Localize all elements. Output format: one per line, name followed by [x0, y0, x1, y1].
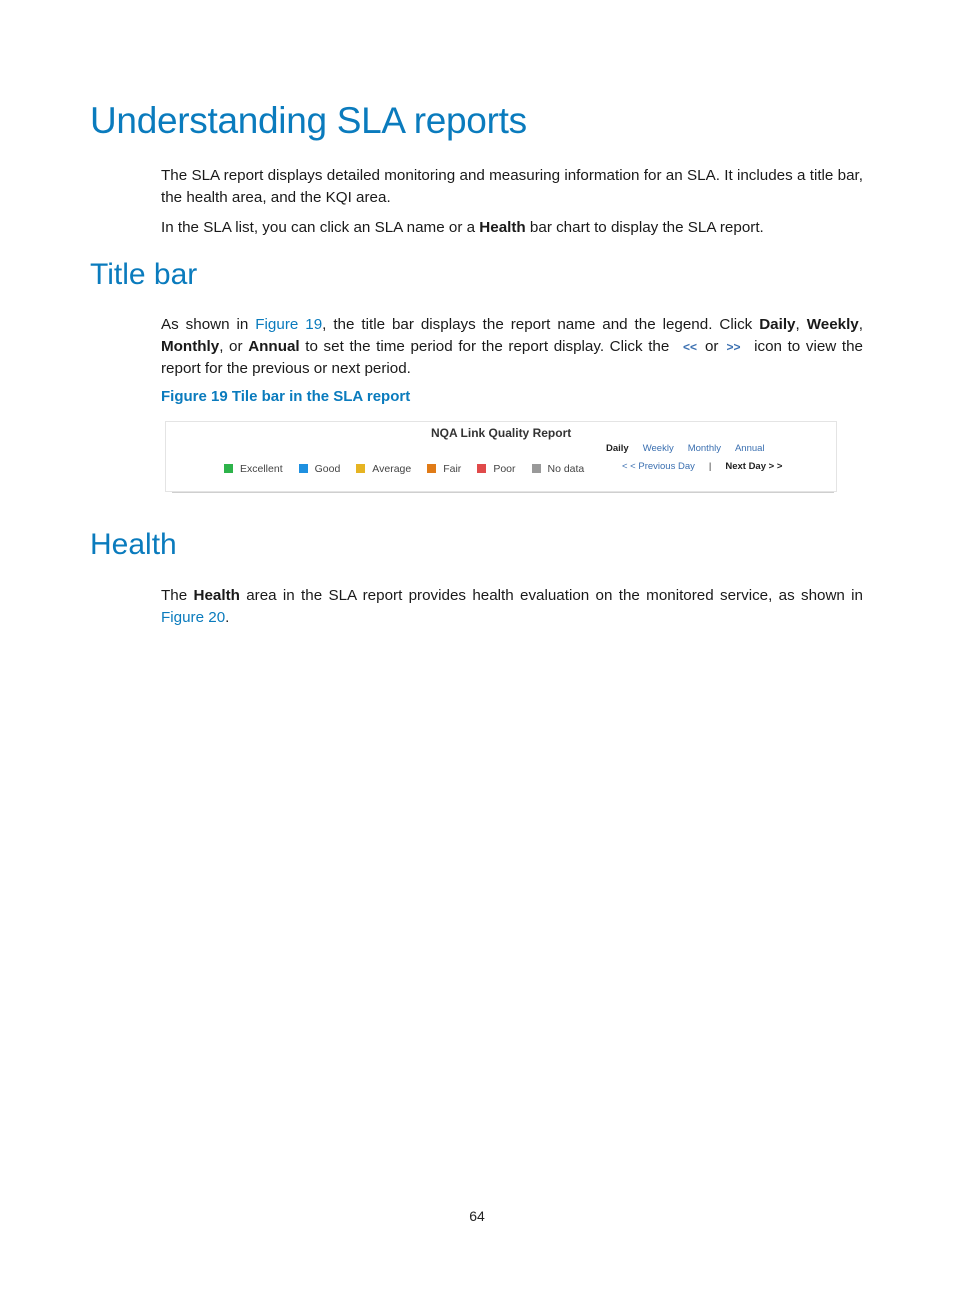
annual-term: Annual	[248, 337, 300, 355]
legend-label: Poor	[493, 462, 516, 475]
next-icon: >>	[726, 339, 741, 354]
text: , the title bar displays the report name and the legend. Click	[322, 316, 760, 333]
figure-caption: Figure 19 Tile bar in the SLA report	[161, 388, 411, 405]
sla-title-bar-figure	[165, 421, 837, 492]
next-day-link[interactable]: Next Day > >	[725, 461, 783, 472]
health-term: Health	[479, 219, 526, 236]
weekly-term: Weekly	[806, 316, 859, 333]
report-title: NQA Link Quality Report	[431, 426, 572, 440]
legend-swatch	[299, 464, 308, 473]
text: bar chart to display the SLA report.	[525, 219, 764, 236]
health-heading: Health	[90, 528, 177, 561]
intro-paragraph-2	[161, 217, 863, 239]
text: or	[704, 337, 719, 355]
monthly-term: Monthly	[161, 337, 220, 355]
legend-item-poor	[477, 463, 515, 475]
legend-swatch	[356, 464, 365, 473]
period-tab-weekly[interactable]: Weekly	[642, 443, 674, 454]
title-bar-paragraph	[161, 314, 863, 380]
page-heading: Understanding SLA reports	[90, 100, 527, 141]
text: area in the SLA report provides health evaluation on the monitored service, as shown in	[239, 587, 864, 604]
legend-item-fair	[427, 463, 461, 475]
legend-label: No data	[547, 462, 585, 475]
text: In the SLA list, you can click an SLA name or a	[161, 219, 480, 236]
figure-divider	[172, 492, 834, 493]
legend-label: Excellent	[240, 462, 283, 475]
legend-swatch	[477, 464, 486, 473]
page-number: 64	[469, 1208, 485, 1224]
text: As shown in	[161, 316, 256, 333]
period-tab-daily[interactable]: Daily	[606, 443, 629, 454]
legend-swatch	[532, 464, 541, 473]
health-paragraph	[161, 585, 863, 628]
daily-term: Daily	[759, 316, 796, 333]
figure-20-link[interactable]: Figure 20	[161, 608, 226, 626]
text: ,	[795, 316, 807, 333]
period-tab-annual[interactable]: Annual	[734, 443, 765, 454]
legend-swatch	[224, 464, 233, 473]
legend-item-average	[356, 463, 411, 475]
text: The	[161, 587, 194, 604]
text: , or	[219, 337, 249, 355]
legend-label: Good	[314, 462, 341, 475]
text: to set the time period for the report display. Click the	[299, 337, 675, 355]
figure-19-link[interactable]: Figure 19	[255, 316, 323, 333]
legend-item-no-data	[532, 463, 585, 475]
legend-swatch	[427, 464, 436, 473]
legend	[224, 460, 600, 478]
text: icon to view the report for the previous or next period.	[161, 337, 863, 377]
legend-label: Fair	[443, 462, 462, 475]
legend-item-excellent	[224, 463, 283, 475]
legend-item-good	[299, 463, 341, 475]
period-selector	[606, 443, 779, 454]
previous-icon: <<	[682, 339, 697, 354]
intro-paragraph-1: The SLA report displays detailed monitoring and measuring information for an SLA. It includes a title bar, the health area, and the KQI area.	[161, 167, 863, 206]
nav-separator: |	[708, 461, 712, 472]
previous-day-link[interactable]: < < Previous Day	[622, 461, 695, 472]
period-tab-monthly[interactable]: Monthly	[687, 443, 721, 454]
legend-label: Average	[372, 462, 412, 475]
title-bar-heading: Title bar	[90, 258, 198, 291]
health-term: Health	[193, 587, 240, 604]
text: ,	[858, 316, 863, 333]
text: .	[225, 608, 230, 626]
period-navigation	[622, 461, 782, 472]
